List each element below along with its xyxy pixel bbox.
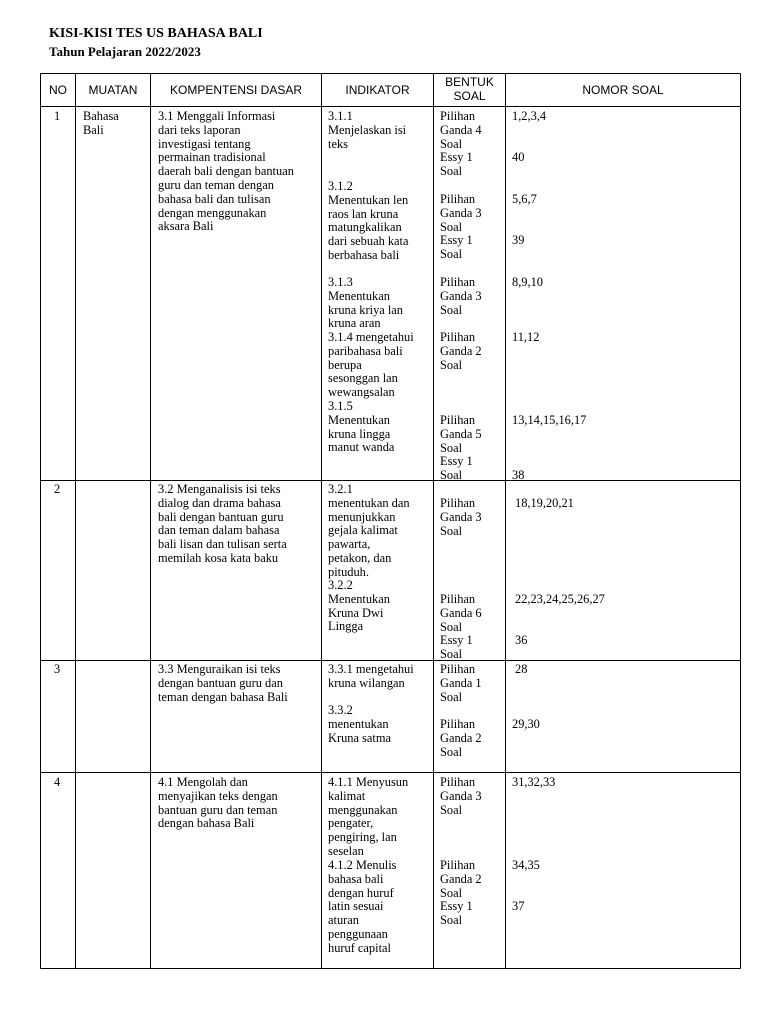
bentuk-soal-item-line: Soal (440, 219, 463, 234)
indikator-item-line: dengan huruf (328, 885, 394, 900)
kompetensi-dasar-cell-line: dengan bantuan guru dan (158, 675, 283, 690)
bentuk-soal-item (440, 276, 482, 317)
bentuk-soal-item-line: Soal (440, 619, 463, 634)
bentuk-soal-item (440, 859, 482, 900)
indikator-item (328, 110, 406, 151)
bentuk-soal-item-line: Soal (440, 523, 463, 538)
muatan-cell (83, 110, 119, 138)
bentuk-soal-item-line: Essy 1 (440, 633, 473, 647)
indikator-item (328, 331, 414, 400)
indikator-item-line: 3.3.2 (328, 703, 353, 717)
nomor-soal-item: 28 (515, 662, 528, 676)
kompetensi-dasar-cell-line: dengan bahasa Bali (158, 816, 255, 831)
bentuk-soal-item (440, 900, 473, 928)
bentuk-soal-item-line: Pilihan (440, 496, 476, 510)
kompetensi-dasar-cell-line: guru dan teman dengan (158, 177, 274, 192)
indikator-item-line: paribahasa bali (328, 343, 403, 358)
kompetensi-dasar-cell-line: permainan tradisional (158, 150, 266, 165)
kompetensi-dasar-cell-line: memilah kosa kata baku (158, 550, 279, 565)
bentuk-soal-item-line: Soal (440, 163, 463, 178)
header-no: NO (49, 83, 67, 97)
document-title: KISI-KISI TES US BAHASA BALI (49, 26, 263, 41)
bentuk-soal-item-line: Soal (440, 246, 463, 261)
bentuk-soal-item-line: Soal (440, 440, 463, 455)
indikator-item-line: pengater, (328, 816, 374, 831)
bentuk-soal-item-line: Ganda 5 (440, 426, 482, 441)
bentuk-soal-item-line: Pilihan (440, 662, 476, 676)
bentuk-soal-item-line: Soal (440, 912, 463, 927)
indikator-item-line: petakon, dan (328, 550, 392, 565)
indikator-item-line: kruna wilangan (328, 675, 405, 690)
indikator-item-line: 3.1.1 (328, 109, 353, 123)
indikator-item (328, 180, 409, 263)
header-nomor-soal: NOMOR SOAL (582, 83, 664, 97)
indikator-item (328, 400, 394, 455)
bentuk-soal-item-line: Pilihan (440, 717, 476, 731)
indikator-item-line: seselan (328, 843, 364, 858)
indikator-item-line: dari sebuah kata (328, 234, 409, 249)
bentuk-soal-item-line: Soal (440, 802, 463, 817)
bentuk-soal-item-line: Ganda 3 (440, 288, 482, 303)
header-soal: SOAL (453, 89, 486, 103)
indikator-item-line: pengiring, lan (328, 830, 397, 845)
indikator-item-line: berupa (328, 357, 362, 372)
indikator-item-line: latin sesuai (328, 899, 384, 914)
kompetensi-dasar-cell-line: bali dengan bantuan guru (158, 509, 284, 524)
kompetensi-dasar-cell-line: investigasi tentang (158, 136, 251, 151)
indikator-item-line: pituduh. (328, 564, 369, 579)
bentuk-soal-item (440, 455, 473, 483)
indikator-item-line: manut wanda (328, 440, 395, 455)
nomor-soal-item: 22,23,24,25,26,27 (515, 592, 605, 606)
indikator-item-line: menggunakan (328, 802, 398, 817)
indikator-item-line: 3.1.2 (328, 179, 353, 193)
kompetensi-dasar-cell-line: 3.3 Menguraikan isi teks (158, 662, 281, 676)
row-number: 3 (54, 662, 61, 676)
bentuk-soal-item-line: Soal (440, 467, 463, 482)
indikator-item-line: bahasa bali (328, 871, 384, 886)
bentuk-soal-item-line: Ganda 4 (440, 122, 482, 137)
indikator-item-line: 4.1.1 Menyusun (328, 775, 409, 789)
bentuk-soal-item-line: Pilihan (440, 275, 476, 289)
indikator-item-line: pawarta, (328, 537, 371, 552)
indikator-item (328, 704, 391, 745)
indikator-item-line: Lingga (328, 619, 364, 634)
kompetensi-dasar-cell-line: dari teks laporan (158, 122, 241, 137)
kompetensi-dasar-cell-line: dengan menggunakan (158, 205, 267, 220)
nomor-soal-item: 29,30 (512, 717, 540, 731)
bentuk-soal-item-line: Pilihan (440, 858, 476, 872)
bentuk-soal-item-line: Pilihan (440, 330, 476, 344)
indikator-item (328, 663, 414, 691)
indikator-item-line: 3.1.3 (328, 275, 353, 289)
indikator-item-line: Menentukan (328, 412, 390, 427)
nomor-soal-item: 36 (515, 633, 528, 647)
muatan-cell-line: Bahasa (83, 109, 119, 123)
nomor-soal-item: 31,32,33 (512, 775, 556, 789)
bentuk-soal-item-line: Pilihan (440, 592, 476, 606)
kompetensi-dasar-cell-line: teman dengan bahasa Bali (158, 689, 288, 704)
indikator-item-line: Menentukan (328, 591, 390, 606)
bentuk-soal-item-line: Ganda 3 (440, 509, 482, 524)
kompetensi-dasar-cell-line: bali lisan dan tulisan serta (158, 537, 287, 552)
bentuk-soal-item-line: Soal (440, 646, 463, 661)
row-number: 2 (54, 482, 61, 496)
indikator-item-line: penggunaan (328, 926, 388, 941)
bentuk-soal-item-line: Soal (440, 302, 463, 317)
bentuk-soal-item (440, 634, 473, 662)
indikator-item-line: 3.2.2 (328, 578, 353, 592)
kompetensi-dasar-cell (158, 110, 294, 234)
nomor-soal-item: 11,12 (512, 330, 540, 344)
bentuk-soal-item (440, 234, 473, 262)
bentuk-soal-item-line: Soal (440, 689, 463, 704)
nomor-soal-item: 39 (512, 233, 525, 247)
indikator-item-line: kalimat (328, 788, 366, 803)
indikator-item-line: matungkalikan (328, 220, 402, 235)
bentuk-soal-item-line: Ganda 3 (440, 788, 482, 803)
indikator-item-line: raos lan kruna (328, 206, 399, 221)
indikator-item-line: Menjelaskan isi (328, 122, 407, 137)
kompetensi-dasar-cell (158, 776, 278, 831)
indikator-item-line: 3.2.1 (328, 482, 353, 496)
nomor-soal-item: 38 (512, 468, 525, 482)
nomor-soal-item: 5,6,7 (512, 192, 537, 206)
bentuk-soal-item (440, 663, 482, 704)
kompetensi-dasar-cell-line: bantuan guru dan teman (158, 802, 278, 817)
muatan-cell-line: Bali (83, 122, 104, 137)
bentuk-soal-item (440, 414, 482, 455)
bentuk-soal-item-line: Essy 1 (440, 899, 473, 913)
bentuk-soal-item-line: Pilihan (440, 775, 476, 789)
bentuk-soal-item-line: Pilihan (440, 109, 476, 123)
indikator-item-line: teks (328, 136, 348, 151)
kompetensi-dasar-cell-line: 4.1 Mengolah dan (158, 775, 248, 789)
kompetensi-dasar-cell-line: dialog dan drama bahasa (158, 495, 281, 510)
indikator-item-line: menentukan (328, 716, 389, 731)
kompetensi-dasar-cell-line: daerah bali dengan bantuan (158, 164, 294, 179)
nomor-soal-item: 18,19,20,21 (515, 496, 574, 510)
bentuk-soal-item (440, 110, 482, 151)
kompetensi-dasar-cell-line: dan teman dalam bahasa (158, 523, 280, 538)
indikator-item-line: menunjukkan (328, 509, 396, 524)
bentuk-soal-item (440, 497, 482, 538)
bentuk-soal-item (440, 151, 473, 179)
bentuk-soal-item-line: Essy 1 (440, 454, 473, 468)
indikator-item-line: 4.1.2 Menulis (328, 858, 397, 872)
kompetensi-dasar-cell (158, 663, 288, 704)
kompetensi-dasar-cell-line: aksara Bali (158, 219, 214, 234)
indikator-item (328, 483, 410, 580)
indikator-item-line: wewangsalan (328, 385, 395, 400)
nomor-soal-item: 8,9,10 (512, 275, 543, 289)
header-bentuk: BENTUK (445, 75, 494, 89)
bentuk-soal-item-line: Soal (440, 744, 463, 759)
bentuk-soal-item-line: Essy 1 (440, 233, 473, 247)
indikator-item-line: 3.3.1 mengetahui (328, 662, 414, 676)
nomor-soal-item: 37 (512, 899, 525, 913)
indikator-item-line: sesonggan lan (328, 371, 398, 386)
kompetensi-dasar-cell-line: menyajikan teks dengan (158, 788, 278, 803)
indikator-item-line: 3.1.4 mengetahui (328, 330, 414, 344)
bentuk-soal-item-line: Ganda 2 (440, 871, 482, 886)
indikator-item-line: menentukan dan (328, 495, 410, 510)
row-number: 1 (54, 109, 61, 123)
kompetensi-dasar-cell-line: bahasa bali dan tulisan (158, 191, 271, 206)
bentuk-soal-item (440, 718, 482, 759)
header-muatan: MUATAN (88, 83, 138, 97)
kompetensi-dasar-cell (158, 483, 287, 566)
nomor-soal-item: 40 (512, 150, 525, 164)
bentuk-soal-item-line: Ganda 2 (440, 343, 482, 358)
bentuk-soal-item (440, 193, 482, 234)
kompetensi-dasar-cell-line: 3.1 Menggali Informasi (158, 109, 276, 123)
bentuk-soal-item-line: Pilihan (440, 413, 476, 427)
bentuk-soal-item (440, 776, 482, 817)
indikator-item-line: kruna kriya lan (328, 302, 404, 317)
indikator-item-line: Menentukan len (328, 192, 409, 207)
nomor-soal-item: 34,35 (512, 858, 540, 872)
indikator-item-line: gejala kalimat (328, 523, 398, 538)
indikator-item-line: aturan (328, 913, 359, 928)
indikator-item-line: kruna aran (328, 316, 381, 331)
bentuk-soal-item-line: Ganda 2 (440, 730, 482, 745)
indikator-item (328, 776, 408, 859)
bentuk-soal-item-line: Soal (440, 136, 463, 151)
indikator-item-line: Menentukan (328, 288, 390, 303)
indikator-item-line: huruf capital (328, 940, 391, 955)
nomor-soal-item: 1,2,3,4 (512, 109, 547, 123)
bentuk-soal-item-line: Soal (440, 885, 463, 900)
indikator-item (328, 276, 403, 331)
kompetensi-dasar-cell-line: 3.2 Menganalisis isi teks (158, 482, 281, 496)
indikator-item (328, 859, 397, 956)
bentuk-soal-item-line: Soal (440, 357, 463, 372)
bentuk-soal-item-line: Ganda 6 (440, 605, 482, 620)
bentuk-soal-item (440, 331, 482, 372)
bentuk-soal-item (440, 593, 482, 634)
bentuk-soal-item-line: Ganda 3 (440, 205, 482, 220)
bentuk-soal-item-line: Ganda 1 (440, 675, 482, 690)
indikator-item-line: Kruna Dwi (328, 605, 384, 620)
document-subtitle: Tahun Pelajaran 2022/2023 (49, 44, 201, 59)
row-number: 4 (54, 775, 61, 789)
bentuk-soal-item-line: Pilihan (440, 192, 476, 206)
header-indikator: INDIKATOR (345, 83, 410, 97)
indikator-item-line: Kruna satma (328, 730, 391, 745)
indikator-item-line: 3.1.5 (328, 399, 353, 413)
nomor-soal-item: 13,14,15,16,17 (512, 413, 587, 427)
indikator-item-line: kruna lingga (328, 426, 391, 441)
header-kompetensi-dasar: KOMPENTENSI DASAR (169, 83, 303, 97)
indikator-item (328, 579, 390, 634)
indikator-item-line: berbahasa bali (328, 247, 400, 262)
bentuk-soal-item-line: Essy 1 (440, 150, 473, 164)
